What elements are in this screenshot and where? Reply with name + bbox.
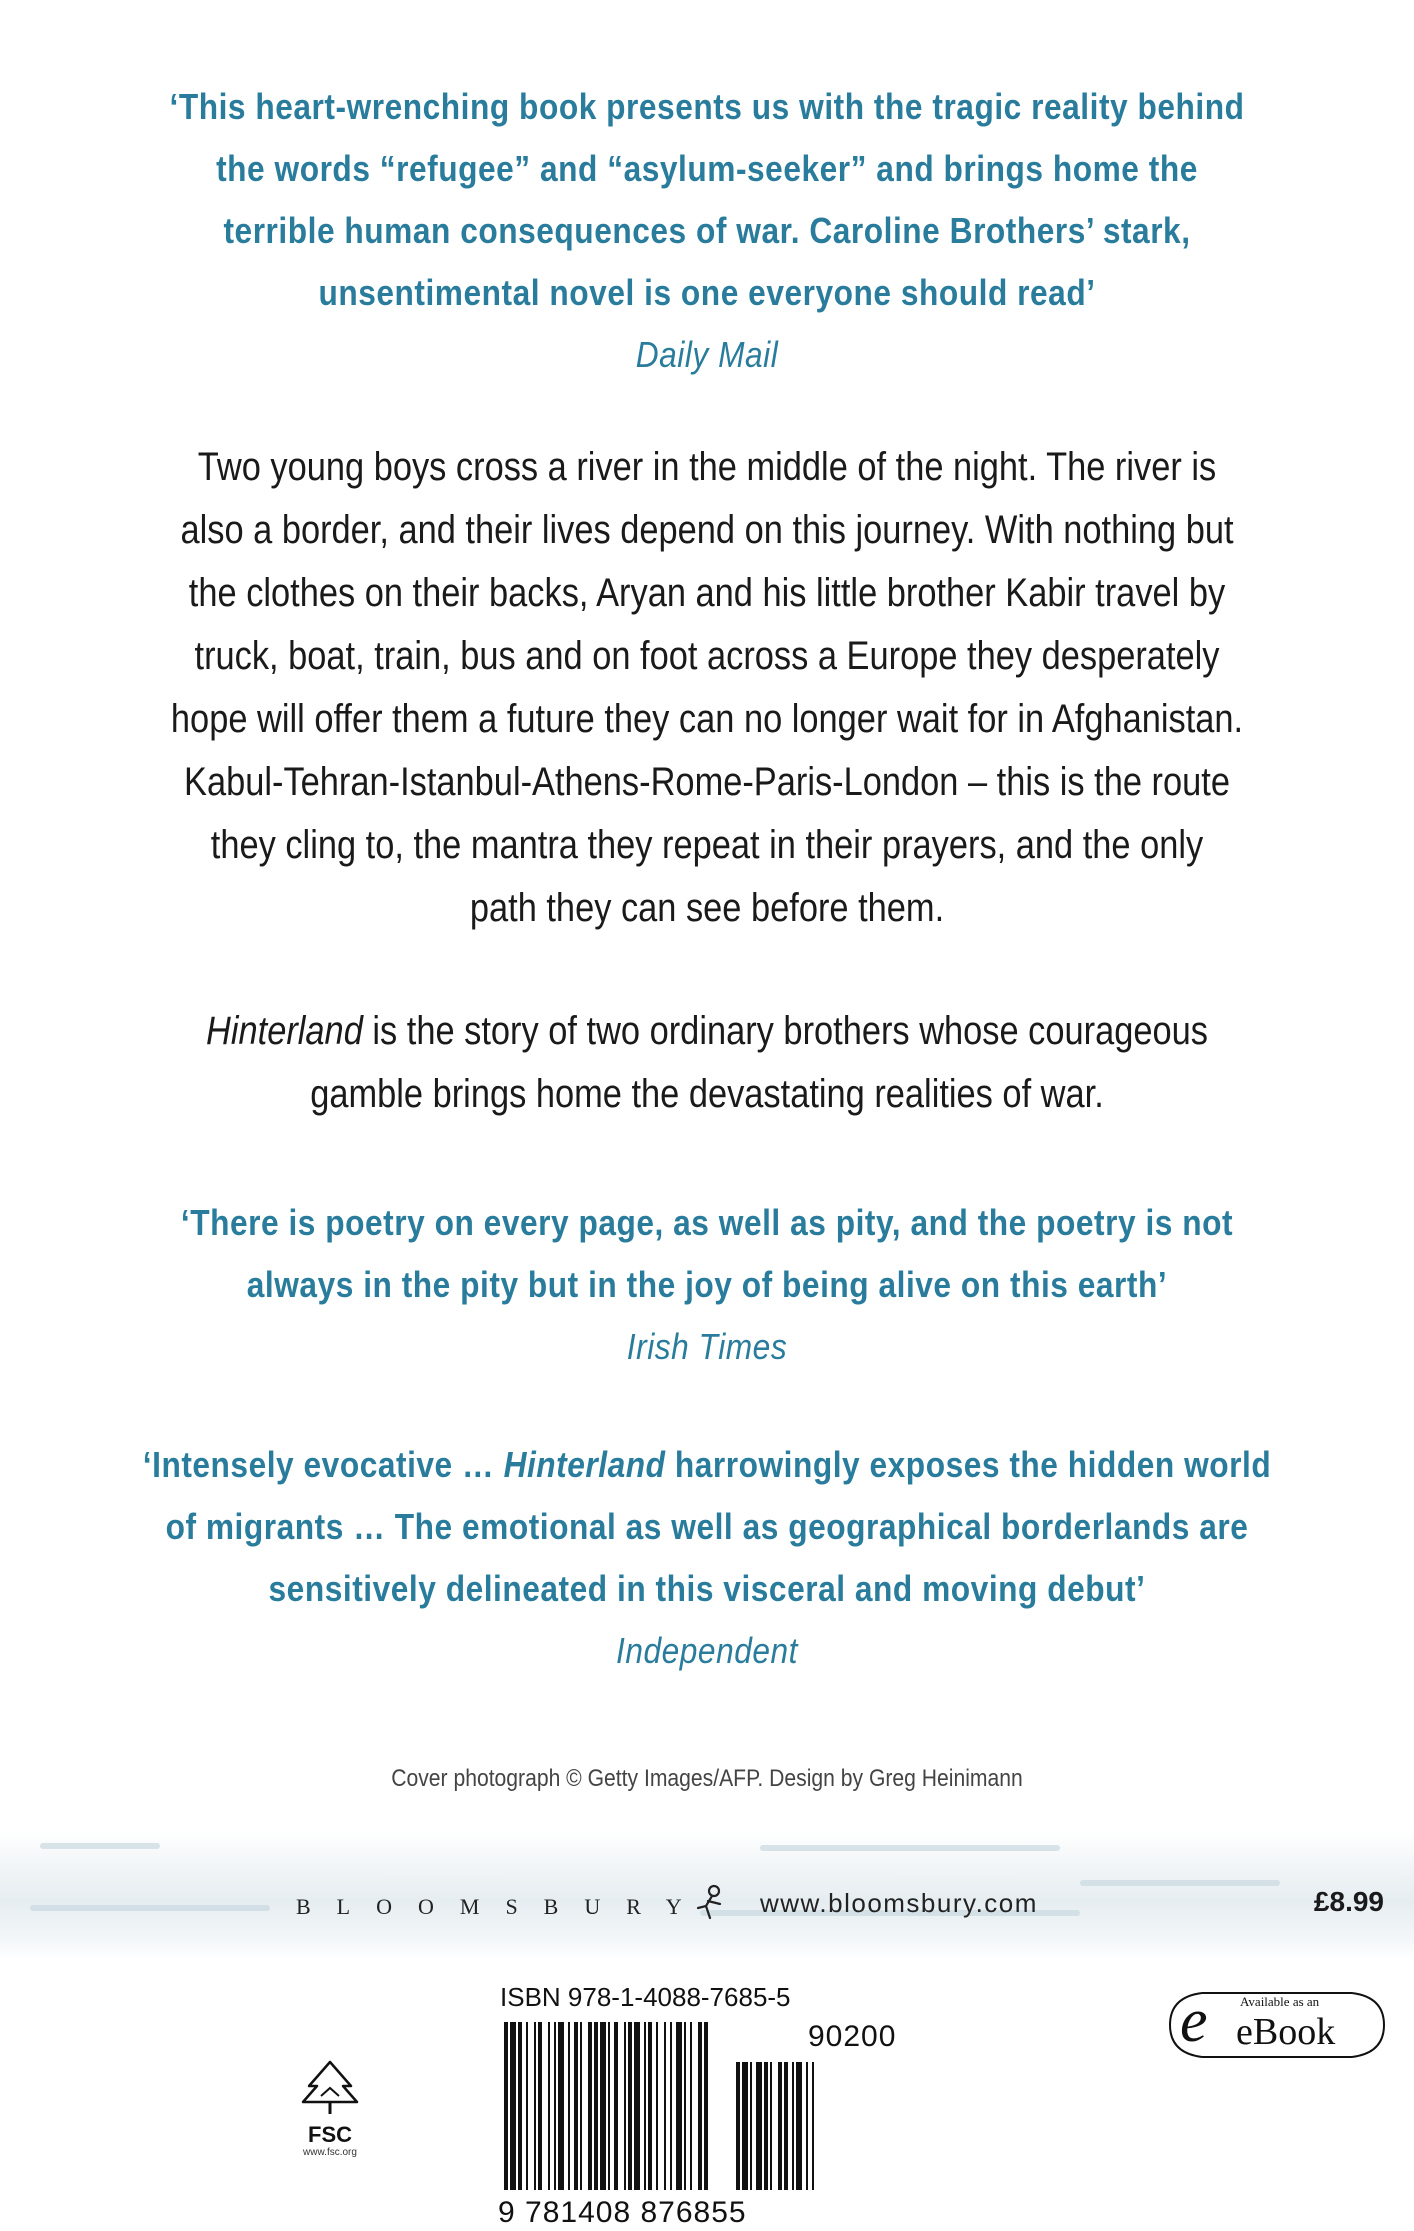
book-title: Hinterland xyxy=(503,1444,666,1485)
review-quote-independent xyxy=(85,1434,1329,1682)
fsc-logo xyxy=(290,2056,370,2159)
publisher-website-link[interactable]: www.bloomsbury.com xyxy=(760,1888,1038,1918)
quote-source: Independent xyxy=(616,1630,798,1671)
book-title: Hinterland xyxy=(206,1009,363,1053)
isbn-label: ISBN 978-1-4088-7685-5 xyxy=(500,1982,791,2012)
fsc-label: FSC xyxy=(308,2122,352,2147)
quote-line: unsentimental novel is one everyone should read’ xyxy=(318,272,1096,313)
book-summary xyxy=(99,1000,1315,1126)
blurb-line: they cling to, the mantra they repeat in their prayers, and the only xyxy=(210,823,1204,867)
review-quote-irish-times xyxy=(85,1192,1329,1378)
publisher-name: BLOOMSBURY xyxy=(296,1894,708,1919)
quote-text: harrowingly exposes the hidden world xyxy=(665,1444,1272,1485)
book-price: £8.99 xyxy=(1313,1886,1384,1917)
quote-line-3: sensitively delineated in this visceral and moving debut’ xyxy=(268,1568,1146,1609)
quote-line: ‘There is poetry on every page, as well as pity, and the poetry is not xyxy=(180,1202,1234,1243)
quote-line: terrible human consequences of war. Caroline Brothers’ stark, xyxy=(223,210,1191,251)
summary-line-1 xyxy=(99,1000,1315,1063)
fsc-tree-icon xyxy=(295,2056,365,2118)
bloomsbury-logo-icon xyxy=(692,1884,726,1922)
ebook-available-label: Available as an xyxy=(1240,1994,1320,2009)
summary-text: is the story of two ordinary brothers whose courageous xyxy=(362,1009,1208,1053)
quote-source: Irish Times xyxy=(626,1326,788,1367)
watermark-streak xyxy=(1080,1880,1280,1886)
quote-line-2: of migrants … The emotional as well as geographical borderlands are xyxy=(165,1506,1249,1547)
quote-line: the words “refugee” and “asylum-seeker” and brings home the xyxy=(216,148,1198,189)
quote-line-1 xyxy=(85,1434,1329,1496)
ebook-letter: e xyxy=(1180,1987,1208,2055)
barcode-supplement: 90200 xyxy=(808,2020,897,2053)
quote-source: Daily Mail xyxy=(635,334,779,375)
quote-line: always in the pity but in the joy of being alive on this earth’ xyxy=(246,1264,1168,1305)
ebook-label: eBook xyxy=(1236,2011,1336,2053)
blurb-line: the clothes on their backs, Aryan and his little brother Kabir travel by xyxy=(188,571,1226,615)
cover-credit: Cover photograph © Getty Images/AFP. Design by Greg Heinimann xyxy=(391,1765,1023,1792)
blurb-line: also a border, and their lives depend on this journey. With nothing but xyxy=(180,508,1234,552)
quote-text: ‘Intensely evocative … xyxy=(142,1444,504,1485)
barcode-digits: 9 781408 876855 xyxy=(498,2196,747,2229)
watermark-streak xyxy=(30,1905,270,1911)
quote-line: ‘This heart-wrenching book presents us with the tragic reality behind xyxy=(169,86,1245,127)
summary-line-2: gamble brings home the devastating realities of war. xyxy=(310,1072,1104,1116)
blurb-line: Kabul-Tehran-Istanbul-Athens-Rome-Paris-London – this is the route xyxy=(184,760,1230,804)
blurb-line: truck, boat, train, bus and on foot across a Europe they desperately xyxy=(194,634,1220,678)
review-quote-daily-mail xyxy=(85,76,1329,386)
barcode-image xyxy=(500,2022,820,2192)
watermark-streak xyxy=(760,1845,1060,1851)
blurb-line: path they can see before them. xyxy=(469,886,945,930)
fsc-website: www.fsc.org xyxy=(303,2147,357,2158)
blurb-line: Two young boys cross a river in the middle of the night. The river is xyxy=(197,445,1217,489)
watermark-streak xyxy=(40,1843,160,1849)
book-blurb xyxy=(99,436,1315,940)
blurb-line: hope will offer them a future they can no longer wait for in Afghanistan. xyxy=(170,697,1244,741)
